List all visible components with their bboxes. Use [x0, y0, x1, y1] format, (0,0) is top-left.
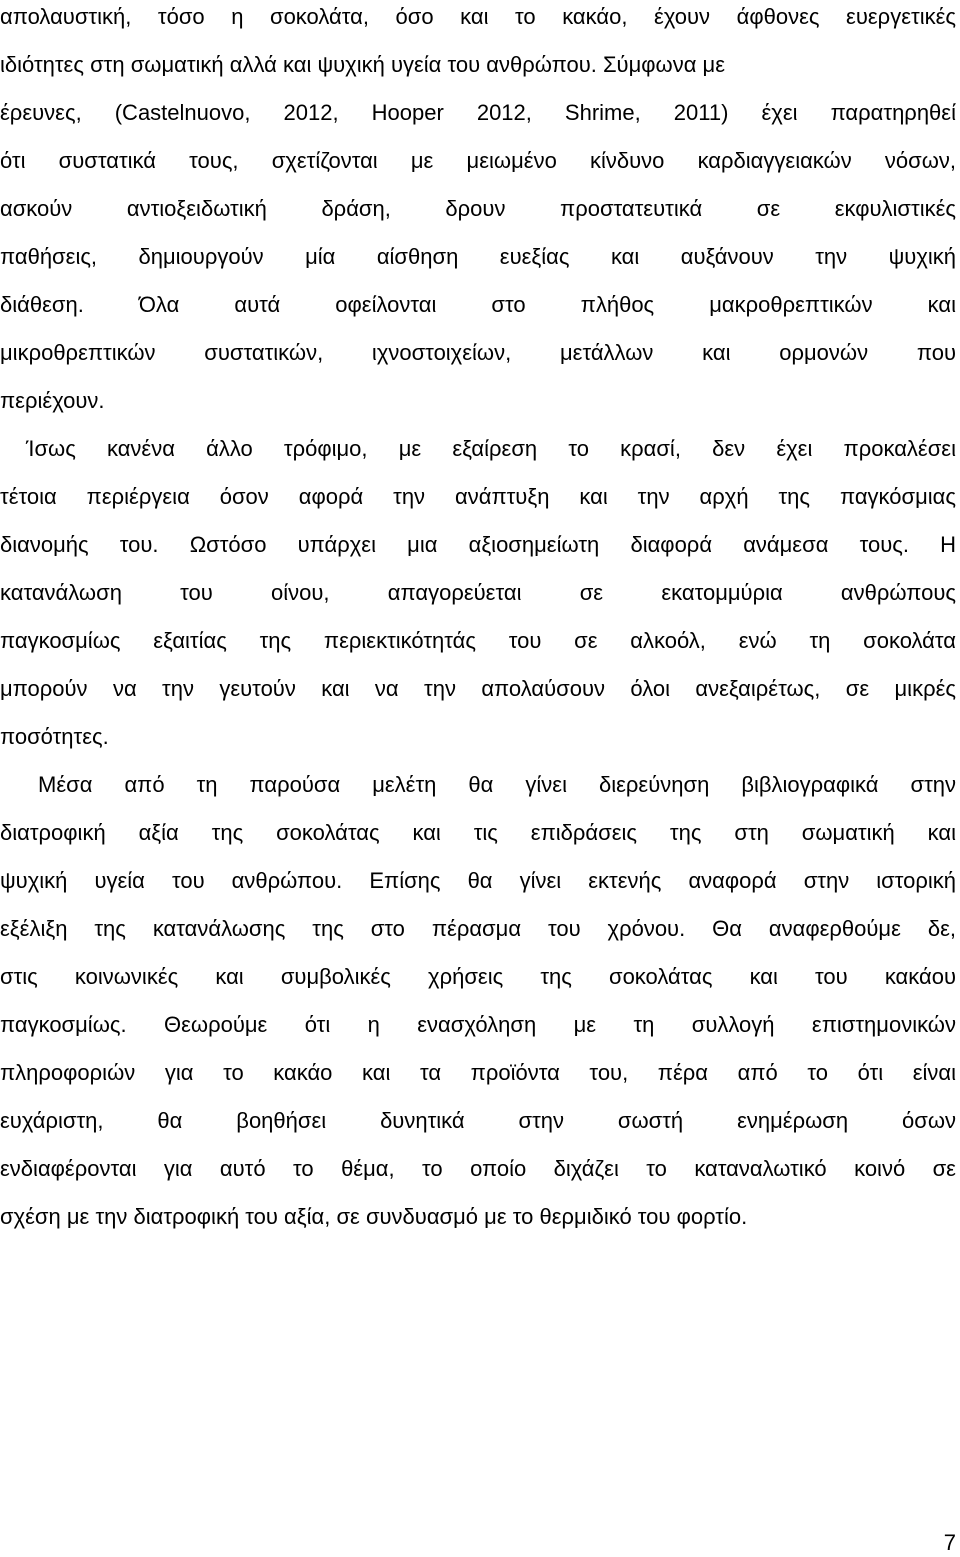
text-line: διατροφική αξία της σοκολάτας και τις επιδράσεις της στη σωματική και [0, 820, 956, 845]
text-line: παγκοσμίως. Θεωρούμε ότι η ενασχόληση με τη συλλογή επιστημονικών [0, 1012, 956, 1037]
text-line: ευχάριστη, θα βοηθήσει δυνητικά στην σωστή ενημέρωση όσων [0, 1108, 956, 1133]
text-line: στις κοινωνικές και συμβολικές χρήσεις της σοκολάτας και του κακάου [0, 964, 956, 989]
text-line: παγκοσμίως εξαιτίας της περιεκτικότητάς του σε αλκοόλ, ενώ τη σοκολάτα [0, 628, 956, 653]
text-line: κατανάλωση του οίνου, απαγορεύεται σε εκατομμύρια ανθρώπους [0, 580, 956, 605]
text-line: ιδιότητες στη σωματική αλλά και ψυχική υγεία του ανθρώπου. Σύμφωνα με [0, 52, 726, 77]
text-line: μικροθρεπτικών συστατικών, ιχνοστοιχείων, μετάλλων και ορμονών που [0, 340, 956, 365]
text-line: απολαυστική, τόσο η σοκολάτα, όσο και το κακάο, έχουν άφθονες ευεργετικές [0, 4, 956, 29]
text-line: διανομής του. Ωστόσο υπάρχει μια αξιοσημείωτη διαφορά ανάμεσα τους. Η [0, 532, 956, 557]
text-line: Ίσως κανένα άλλο τρόφιμο, με εξαίρεση το κρασί, δεν έχει προκαλέσει [26, 436, 956, 461]
text-line: εξέλιξη της κατανάλωσης της στο πέρασμα του χρόνου. Θα αναφερθούμε δε, [0, 916, 956, 941]
page-number: 7 [943, 1530, 956, 1555]
text-line: ασκούν αντιοξειδωτική δράση, δρουν προστατευτικά σε εκφυλιστικές [0, 196, 956, 221]
text-line: ψυχική υγεία του ανθρώπου. Επίσης θα γίνει εκτενής αναφορά στην ιστορική [0, 868, 956, 893]
text-line: ότι συστατικά τους, σχετίζονται με μειωμένο κίνδυνο καρδιαγγειακών νόσων, [0, 148, 956, 173]
text-line: ενδιαφέρονται για αυτό το θέμα, το οποίο διχάζει το καταναλωτικό κοινό σε [0, 1156, 956, 1181]
text-line: μπορούν να την γευτούν και να την απολαύσουν όλοι ανεξαιρέτως, σε μικρές [0, 676, 956, 701]
text-line: περιέχουν. [0, 388, 105, 413]
text-line: πληροφοριών για το κακάο και τα προϊόντα του, πέρα από το ότι είναι [0, 1060, 956, 1085]
text-line: σχέση με την διατροφική του αξία, σε συνδυασμό με το θερμιδικό του φορτίο. [0, 1204, 748, 1229]
text-line: διάθεση. Όλα αυτά οφείλονται στο πλήθος μακροθρεπτικών και [0, 292, 956, 317]
text-line: παθήσεις, δημιουργούν μία αίσθηση ευεξίας και αυξάνουν την ψυχική [0, 244, 956, 269]
text-line: Μέσα από τη παρούσα μελέτη θα γίνει διερεύνηση βιβλιογραφικά στην [38, 772, 956, 797]
text-line: έρευνες, (Castelnuovo, 2012, Hooper 2012, Shrime, 2011) έχει παρατηρηθεί [0, 100, 956, 125]
text-line: τέτοια περιέργεια όσον αφορά την ανάπτυξη και την αρχή της παγκόσμιας [0, 484, 956, 509]
text-line: ποσότητες. [0, 724, 109, 749]
